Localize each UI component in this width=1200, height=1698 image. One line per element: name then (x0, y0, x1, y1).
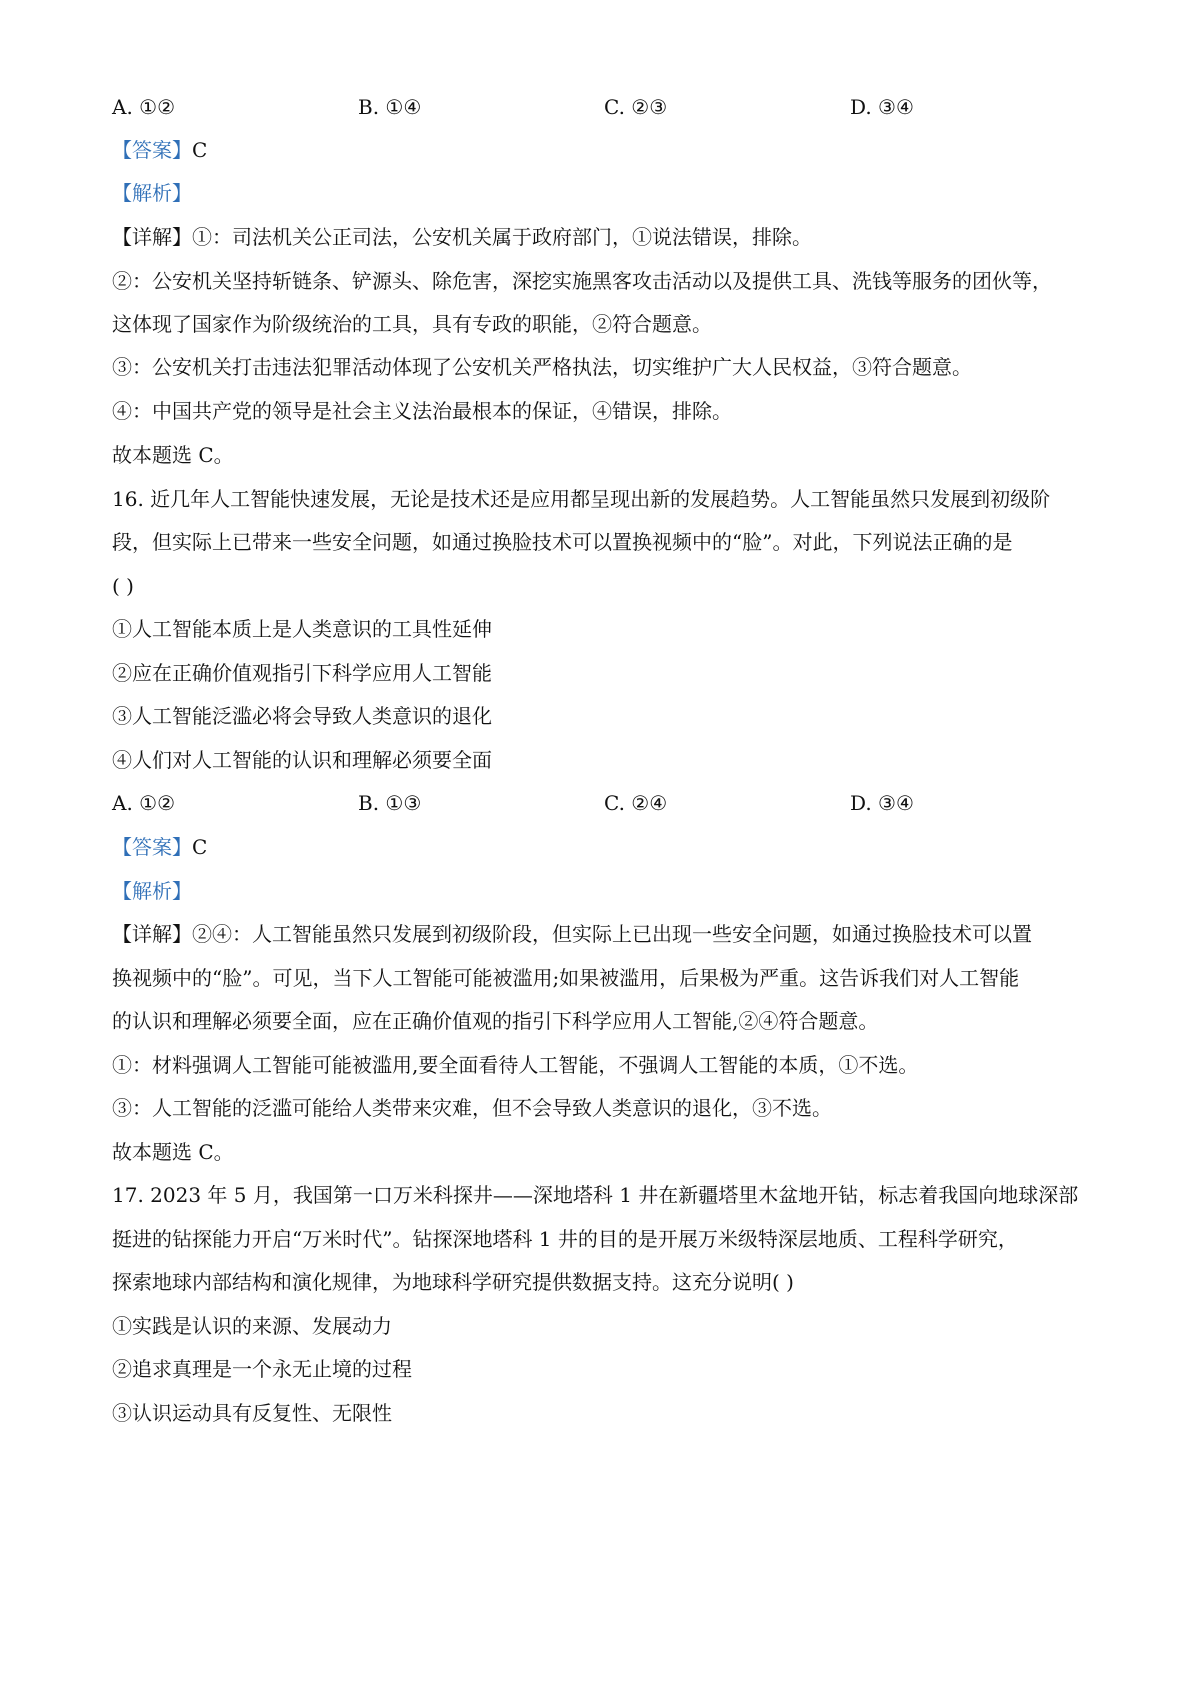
q16-statement-2: ②应在正确价值观指引下科学应用人工智能 (112, 661, 492, 685)
answer-value: C (192, 138, 208, 162)
q15-answer (112, 135, 1102, 165)
q17-statement-2: ②追求真理是一个永无止境的过程 (112, 1357, 412, 1381)
answer-tag: 【答案】 (112, 835, 192, 859)
q16-statement-1: ①人工智能本质上是人类意识的工具性延伸 (112, 617, 492, 641)
q16-option-c: C. ②④ (604, 791, 668, 815)
detail-text: ②④：人工智能虽然只发展到初级阶段，但实际上已出现一些安全问题，如通过换脸技术可以置 (192, 922, 1032, 946)
q16-stem-line-3: ( ) (112, 574, 134, 598)
answer-tag: 【答案】 (112, 138, 192, 162)
q16-detail-line-4: ①：材料强调人工智能可能被滥用,要全面看待人工智能，不强调人工智能的本质，①不选。 (112, 1053, 919, 1077)
detail-tag: 【详解】 (112, 225, 192, 249)
q15-detail-line-2: ②：公安机关坚持斩链条、铲源头、除危害，深挖实施黑客攻击活动以及提供工具、洗钱等服务的团伙等， (112, 269, 1052, 293)
q15-option-d: D. ③④ (850, 95, 914, 119)
q16-stem-line-2: 段，但实际上已带来一些安全问题，如通过换脸技术可以置换视频中的“脸”。对此，下列说法正确的是 (112, 530, 1013, 554)
q15-detail-line-5: ④：中国共产党的领导是社会主义法治最根本的保证，④错误，排除。 (112, 399, 732, 423)
q16-detail-line-2: 换视频中的“脸”。可见，当下人工智能可能被滥用;如果被滥用，后果极为严重。这告诉我们对人工智能 (112, 966, 1020, 990)
q16-analysis-tag: 【解析】 (112, 879, 192, 903)
q15-conclusion: 故本题选 C。 (112, 443, 234, 467)
q16-detail-line-5: ③：人工智能的泛滥可能给人类带来灾难，但不会导致人类意识的退化，③不选。 (112, 1096, 832, 1120)
q17-statement-1: ①实践是认识的来源、发展动力 (112, 1314, 392, 1338)
q16-stem-line-1: 16. 近几年人工智能快速发展，无论是技术还是应用都呈现出新的发展趋势。人工智能虽然只发展到初级阶 (112, 487, 1051, 511)
q16-conclusion: 故本题选 C。 (112, 1140, 234, 1164)
q15-analysis-tag: 【解析】 (112, 181, 192, 205)
detail-tag: 【详解】 (112, 922, 192, 946)
q15-detail-line-4: ③：公安机关打击违法犯罪活动体现了公安机关严格执法，切实维护广大人民权益，③符合题意。 (112, 355, 972, 379)
q15-option-a: A. ①② (112, 95, 176, 119)
q17-stem-line-2: 挺进的钻探能力开启“万米时代”。钻探深地塔科 1 井的目的是开展万米级特深层地质、工程科学研究， (112, 1227, 1018, 1251)
q16-detail-line-1 (112, 919, 1102, 949)
q16-statement-4: ④人们对人工智能的认识和理解必须要全面 (112, 748, 492, 772)
q16-statement-3: ③人工智能泛滥必将会导致人类意识的退化 (112, 704, 492, 728)
q17-stem-line-3: 探索地球内部结构和演化规律，为地球科学研究提供数据支持。这充分说明( ) (112, 1270, 794, 1294)
q17-stem-line-1: 17. 2023 年 5 月，我国第一口万米科探井——深地塔科 1 井在新疆塔里木盆地开钻，标志着我国向地球深部 (112, 1183, 1079, 1207)
q15-detail-line-3: 这体现了国家作为阶级统治的工具，具有专政的职能，②符合题意。 (112, 312, 712, 336)
q16-answer (112, 832, 1102, 862)
q15-option-b: B. ①④ (358, 95, 422, 119)
q15-detail-line-1 (112, 222, 1102, 252)
q17-statement-3: ③认识运动具有反复性、无限性 (112, 1401, 392, 1425)
q16-option-d: D. ③④ (850, 791, 914, 815)
q16-detail-line-3: 的认识和理解必须要全面，应在正确价值观的指引下科学应用人工智能,②④符合题意。 (112, 1009, 879, 1033)
q15-option-c: C. ②③ (604, 95, 668, 119)
q16-option-b: B. ①③ (358, 791, 422, 815)
detail-text: ①：司法机关公正司法，公安机关属于政府部门，①说法错误，排除。 (192, 225, 812, 249)
q16-option-a: A. ①② (112, 791, 176, 815)
answer-value: C (192, 835, 208, 859)
